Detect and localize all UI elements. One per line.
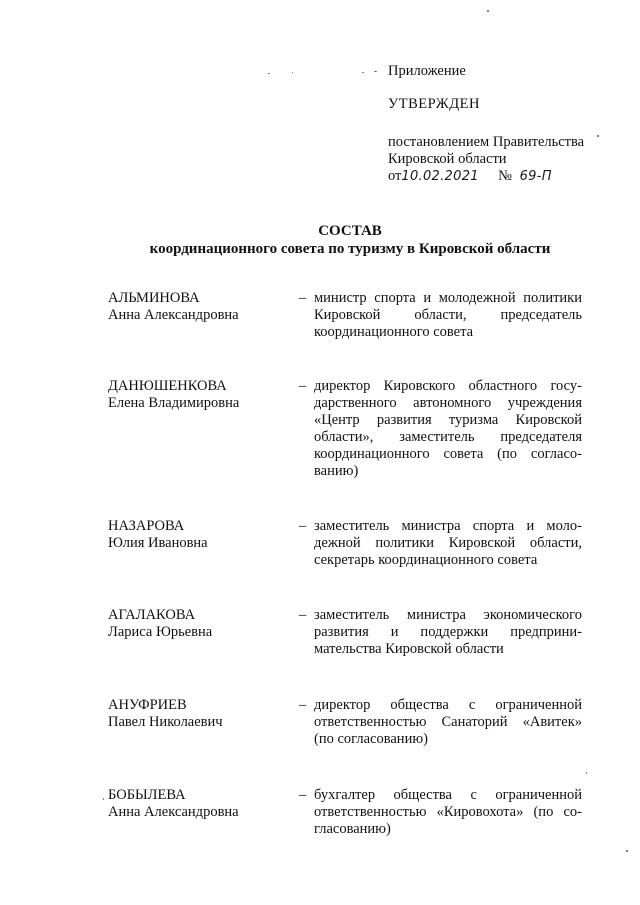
document-title: СОСТАВ xyxy=(318,223,382,239)
scan-speck xyxy=(292,72,293,73)
member-surname: АЛЬМИНОВА xyxy=(108,290,200,306)
scan-speck xyxy=(586,772,587,774)
member-dash: – xyxy=(299,518,307,534)
scan-speck xyxy=(626,850,628,852)
decree-date-number xyxy=(388,168,552,185)
document-subtitle: координационного совета по туризму в Кировской области xyxy=(149,241,551,257)
number-prefix: № xyxy=(498,168,512,184)
scan-speck xyxy=(487,10,489,12)
member-given-name: Павел Николаевич xyxy=(108,714,223,730)
member-given-name: Анна Александровна xyxy=(108,307,239,323)
member-surname: БОБЫЛЕВА xyxy=(108,787,186,803)
member-role: заместитель министра экономического развития и поддержки предпринимательства Кировской области xyxy=(314,607,582,657)
appendix-label: Приложение xyxy=(388,63,466,79)
member-role: бухгалтер общества с ограниченной ответственностью «Кировохота» (по согласованию) xyxy=(314,787,582,837)
member-surname: ДАНЮШЕНКОВА xyxy=(108,378,227,394)
member-role: директор общества с ограниченной ответственностью Санаторий «Авитек» (по согласованию) xyxy=(314,697,582,747)
member-surname: АНУФРИЕВ xyxy=(108,697,187,713)
member-dash: – xyxy=(299,697,307,713)
scan-speck xyxy=(268,73,270,74)
member-given-name: Елена Владимировна xyxy=(108,395,240,411)
decree-line-2: Кировской области xyxy=(388,151,507,167)
scan-speck xyxy=(362,72,364,73)
member-given-name: Анна Александровна xyxy=(108,804,239,820)
scan-speck xyxy=(103,798,104,800)
number-value: 69-П xyxy=(519,169,552,184)
member-dash: – xyxy=(299,378,307,394)
member-given-name: Юлия Ивановна xyxy=(108,535,208,551)
member-surname: АГАЛАКОВА xyxy=(108,607,196,623)
member-role: директор Кировского областного государственного автономного учреждения «Центр развития туризма Кировской области», заместитель председателя координационного совета (по согласованию) xyxy=(314,378,582,479)
approved-label: УТВЕРЖДЕН xyxy=(388,96,480,112)
scan-speck xyxy=(597,135,599,137)
member-dash: – xyxy=(299,607,307,623)
scan-speck xyxy=(374,71,377,72)
date-value: 10.02.2021 xyxy=(401,169,479,184)
decree-line-1: постановлением Правительства xyxy=(388,134,585,150)
date-prefix: от xyxy=(388,168,402,184)
member-dash: – xyxy=(299,787,307,803)
member-dash: – xyxy=(299,290,307,306)
member-surname: НАЗАРОВА xyxy=(108,518,185,534)
member-given-name: Лариса Юрьевна xyxy=(108,624,213,640)
member-role: заместитель министра спорта и молодежной политики Кировской области, секретарь координационного совета xyxy=(314,518,582,568)
member-role: министр спорта и молодежной политики Кировской области, председатель координационного совета xyxy=(314,290,582,340)
